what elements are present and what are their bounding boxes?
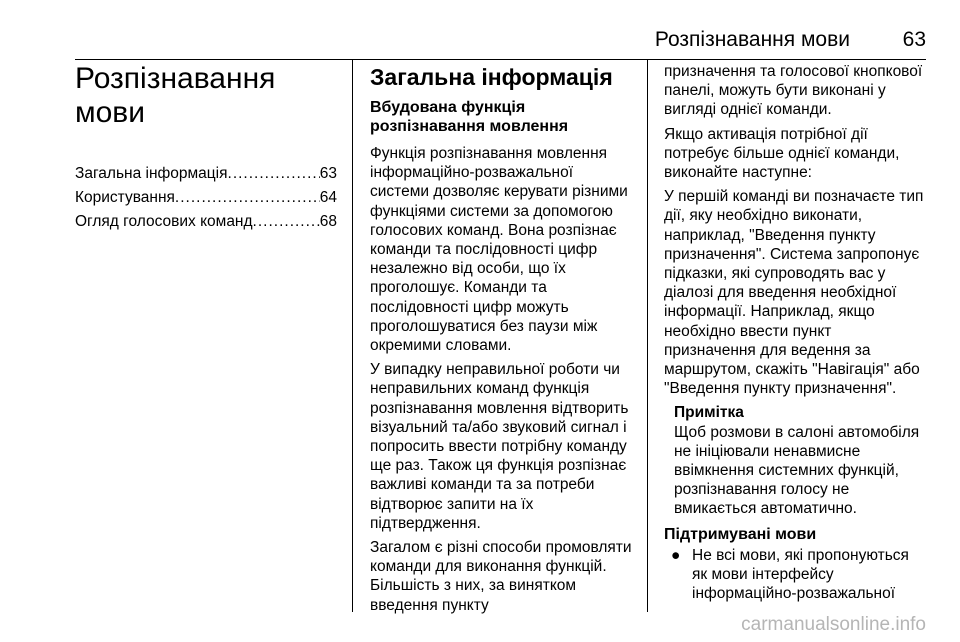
toc-entry-label: Користування [75, 189, 175, 206]
toc-entry-page: 63 [319, 165, 337, 182]
languages-list [664, 546, 926, 604]
toc-entry-label: Огляд голосових команд [75, 213, 253, 230]
note-title: Примітка [674, 404, 744, 422]
watermark: carmanualsonline.info [741, 614, 926, 635]
page-header [0, 26, 960, 66]
toc-entry-page: 68 [319, 213, 337, 230]
paragraph: У випадку неправильної роботи чи неправильних команд функція розпізнавання мовлення відтворить візуальний та/або звуковий сигнал і попросить ввести потрібну команду ще раз. Також ця функція розпізнає важливі команди та за потреби відтворює запити на їх підтвердження. [370, 361, 629, 532]
toc-entry-label: Загальна інформація [75, 165, 228, 182]
toc-entry[interactable] [75, 186, 337, 210]
chapter-toc [75, 162, 337, 234]
page-number: 63 [902, 28, 926, 51]
list-item-text: Не всі мови, які пропонуються як мови інтерфейсу інформаційно-розважальної [692, 546, 909, 603]
paragraph: призначення та голосової кнопкової панелі, можуть бути виконані у вигляді однієї команди. [664, 63, 923, 119]
column-1 [75, 62, 337, 234]
toc-entry[interactable] [75, 210, 337, 234]
subsection-title: Вбудована функція розпізнавання мовлення [370, 99, 569, 135]
toc-leader [175, 186, 320, 210]
header-title: Розпізнавання мови [654, 28, 850, 51]
toc-leader [228, 162, 320, 186]
column-3 [664, 62, 926, 603]
header-rule [75, 59, 926, 60]
note-block [674, 403, 926, 518]
toc-entry-page: 64 [319, 189, 337, 206]
column-2 [370, 62, 632, 620]
toc-leader [253, 210, 320, 234]
chapter-title: Розпізнавання мови [75, 62, 276, 129]
section-title: Загальна інформація [370, 64, 613, 90]
paragraph: У першій команді ви позначаєте тип дії, яку необхідно виконати, наприклад, "Введення пункту призначення". Система запропонує підказки, які супроводять вас у діалозі для введення необхідної інформації. Наприклад, якщо необхідно ввести пункт призначення для ведення за маршрутом, скажіть "Навігація" або "Введення пункту призначення". [664, 188, 924, 398]
column-divider-1 [352, 60, 353, 612]
note-text: Щоб розмови в салоні автомобіля не ініціювали ненавмисне ввімкнення системних функцій, розпізнавання голосу не вмикається автоматично. [674, 423, 920, 518]
paragraph: Функція розпізнавання мовлення інформаційно-розважальної системи дозволяє керувати різними функціями системи за допомогою голосових команд. Вона розпізнає команди та послідовності цифр незалежно від особи, що їх проголошує. Команди та послідовності цифр можуть проголошуватися без паузи між окремими словами. [370, 145, 628, 355]
paragraph: Загалом є різні способи промовляти команди для виконання функцій. Більшість з них, за винятком введення пункту [370, 539, 632, 614]
toc-entry[interactable] [75, 162, 337, 186]
list-item [664, 546, 926, 604]
bullet-icon: ● [671, 546, 681, 564]
paragraph: Якщо активація потрібної дії потребує більше однієї команди, виконайте наступне: [664, 125, 900, 182]
column-divider-2 [647, 60, 648, 612]
languages-title: Підтримувані мови [664, 525, 817, 543]
